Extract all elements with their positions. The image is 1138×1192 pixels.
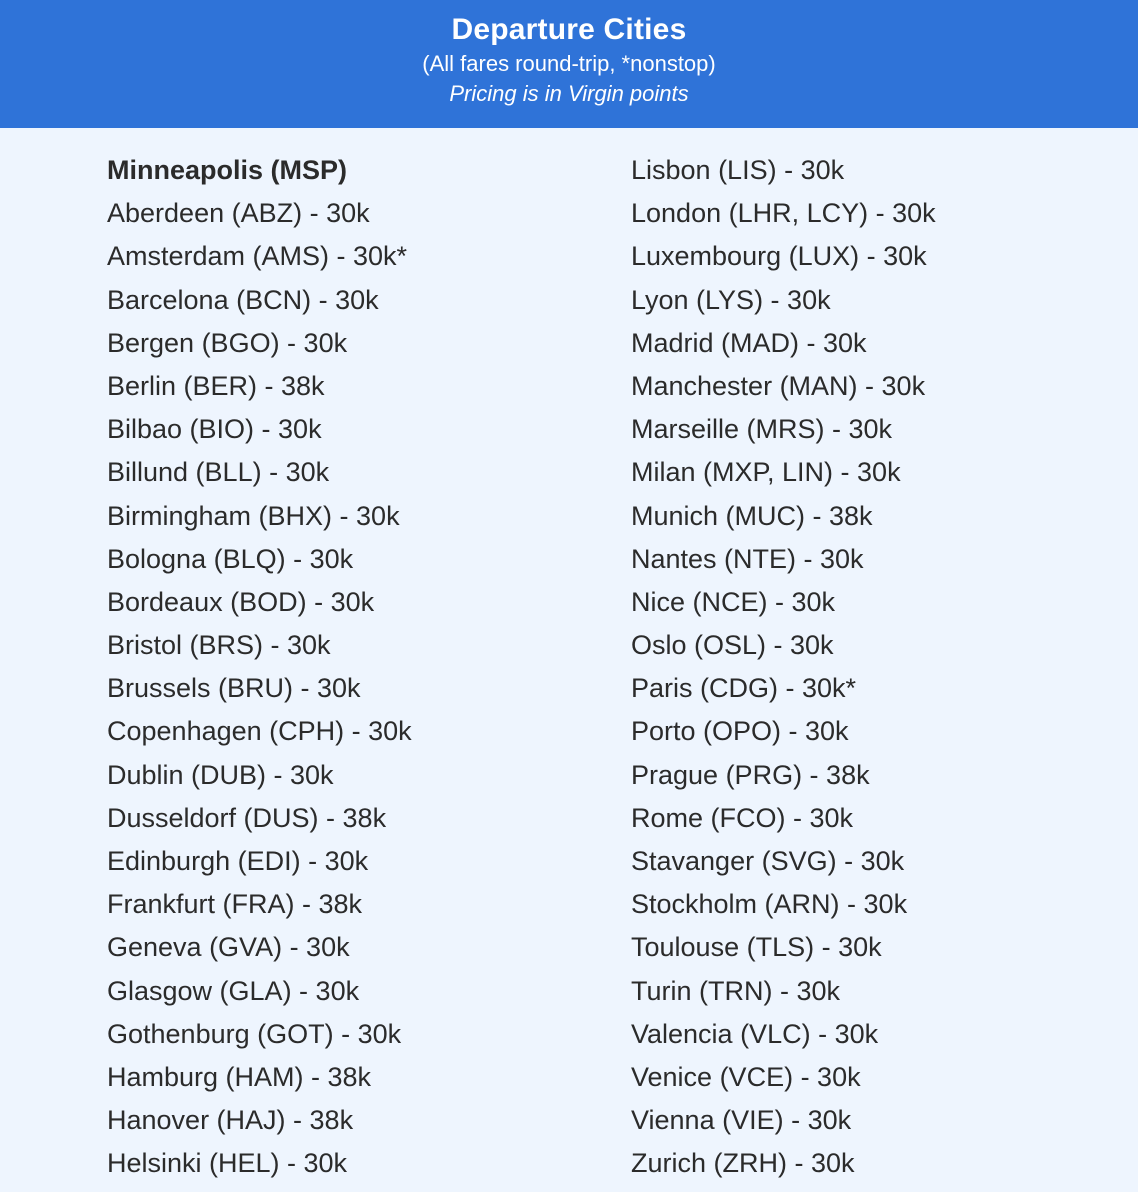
destination-item: Amsterdam (AMS) - 30k* xyxy=(107,241,408,272)
header-banner xyxy=(0,0,1138,128)
destination-item: Berlin (BER) - 38k xyxy=(107,370,325,401)
destination-item: Valencia (VLC) - 30k xyxy=(631,1018,879,1049)
destination-item: Geneva (GVA) - 30k xyxy=(107,932,350,963)
destination-item: Toulouse (TLS) - 30k xyxy=(631,932,882,963)
destination-item: Turin (TRN) - 30k xyxy=(631,975,841,1006)
destination-item: Bilbao (BIO) - 30k xyxy=(107,414,322,445)
destination-item: Lyon (LYS) - 30k xyxy=(631,284,831,315)
fare-note: (All fares round-trip, *nonstop) xyxy=(422,51,716,76)
destination-item: Zurich (ZRH) - 30k xyxy=(631,1148,855,1179)
destination-item: Copenhagen (CPH) - 30k xyxy=(107,716,412,747)
destination-item: Milan (MXP, LIN) - 30k xyxy=(631,457,901,488)
destination-item: Brussels (BRU) - 30k xyxy=(107,673,361,704)
destination-item: Helsinki (HEL) - 30k xyxy=(107,1148,348,1179)
destination-item: Prague (PRG) - 38k xyxy=(631,759,870,790)
destination-item: Porto (OPO) - 30k xyxy=(631,716,849,747)
destination-item: Paris (CDG) - 30k* xyxy=(631,673,857,704)
destination-item: Bordeaux (BOD) - 30k xyxy=(107,586,375,617)
pricing-note: Pricing is in Virgin points xyxy=(449,81,689,106)
destination-item: Dublin (DUB) - 30k xyxy=(107,759,334,790)
destination-item: Lisbon (LIS) - 30k xyxy=(631,155,845,185)
destination-item: London (LHR, LCY) - 30k xyxy=(631,198,936,229)
destination-item: Hanover (HAJ) - 38k xyxy=(107,1105,354,1136)
destination-item: Stockholm (ARN) - 30k xyxy=(631,889,908,920)
destination-item: Birmingham (BHX) - 30k xyxy=(107,500,400,531)
origin-heading: Minneapolis (MSP) xyxy=(107,155,348,185)
destination-item: Rome (FCO) - 30k xyxy=(631,802,854,833)
destination-item: Barcelona (BCN) - 30k xyxy=(107,284,379,315)
destination-item: Hamburg (HAM) - 38k xyxy=(107,1061,372,1092)
destination-item: Nice (NCE) - 30k xyxy=(631,586,836,617)
destination-item: Manchester (MAN) - 30k xyxy=(631,370,926,401)
destination-item: Aberdeen (ABZ) - 30k xyxy=(107,198,370,229)
destination-item: Bristol (BRS) - 30k xyxy=(107,630,331,661)
destination-item: Oslo (OSL) - 30k xyxy=(631,630,834,661)
destination-item: Nantes (NTE) - 30k xyxy=(631,543,864,574)
destination-item: Bergen (BGO) - 30k xyxy=(107,327,348,358)
destination-item: Billund (BLL) - 30k xyxy=(107,457,330,488)
page-title: Departure Cities xyxy=(451,13,687,46)
destination-item: Munich (MUC) - 38k xyxy=(631,500,873,531)
destination-item: Marseille (MRS) - 30k xyxy=(631,414,893,445)
destination-item: Stavanger (SVG) - 30k xyxy=(631,846,905,876)
left-column xyxy=(107,149,412,1186)
destination-item: Glasgow (GLA) - 30k xyxy=(107,975,360,1006)
destination-item: Bologna (BLQ) - 30k xyxy=(107,543,354,574)
destination-item: Luxembourg (LUX) - 30k xyxy=(631,241,927,272)
destination-item: Madrid (MAD) - 30k xyxy=(631,327,867,358)
destination-item: Edinburgh (EDI) - 30k xyxy=(107,846,369,876)
destination-item: Frankfurt (FRA) - 38k xyxy=(107,889,363,920)
destinations-list xyxy=(0,128,1138,1192)
destination-item: Venice (VCE) - 30k xyxy=(631,1061,861,1092)
destination-item: Vienna (VIE) - 30k xyxy=(631,1105,852,1136)
destination-item: Dusseldorf (DUS) - 38k xyxy=(107,802,387,833)
destination-item: Gothenburg (GOT) - 30k xyxy=(107,1018,402,1049)
right-column xyxy=(631,149,936,1186)
